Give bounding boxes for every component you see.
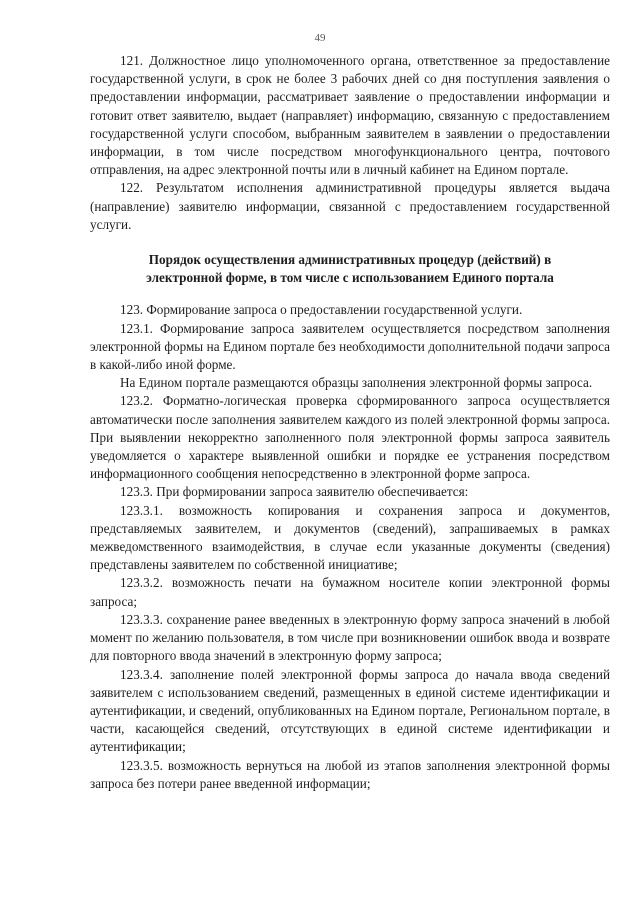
section-heading: [90, 251, 610, 287]
paragraph-123-3-1: 123.3.1. возможность копирования и сохранения запроса и документов, представляемых заявителем, и документов (сведений), запрашиваемых в рамках межведомственного взаимодействия, в случае если указанные документы (сведения) представлены заявителем по собственной инициативе;: [90, 502, 610, 573]
paragraph-121: 121. Должностное лицо уполномоченного органа, ответственное за предоставление государственной услуги, в срок не более 3 рабочих дней со дня поступления заявления о предоставлении информации, рассматривает заявление о предоставлении информации и готовит ответ заявителю, выдает (направляет) информацию, связанную с предоставлением государственной услуги способом, выбранным заявителем в заявлении о предоставлении информации, в том числе посредством многофункционального центра, почтового отправления, на адрес электронной почты или в личный кабинет на Едином портале.: [90, 53, 610, 178]
section-heading-line-1: Порядок осуществления административных процедур (действий) в: [148, 252, 552, 268]
paragraph-123-3-4: 123.3.4. заполнение полей электронной формы запроса до начала ввода сведений заявителем с использованием сведений, размещенных в единой системе идентификации и аутентификации, и сведений, опубликованных на Едином портале, Региональном портале, в части, касающейся сведений, отсутствующих в единой системе идентификации и аутентификации;: [90, 666, 610, 755]
paragraph-123: 123. Формирование запроса о предоставлении государственной услуги.: [120, 302, 523, 318]
paragraph-123-3: 123.3. При формировании запроса заявителю обеспечивается:: [120, 484, 469, 500]
paragraph-123-1: 123.1. Формирование запроса заявителем осуществляется посредством заполнения электронной формы на Едином портале без необходимости дополнительной подачи запроса в какой-либо иной форме.: [90, 320, 610, 373]
paragraph-123-2: 123.2. Форматно-логическая проверка сформированного запроса осуществляется автоматически после заполнения заявителем каждого из полей электронной формы запроса. При выявлении некорректно заполненного поля электронной формы запроса заявитель уведомляется о характере выявленной ошибки и порядке ее устранения посредством информационного сообщения непосредственно в электронной форме запроса.: [90, 393, 610, 482]
paragraph-123-1-samples: На Едином портале размещаются образцы заполнения электронной формы запроса.: [120, 375, 593, 391]
section-heading-line-2: электронной форме, в том числе с использованием Единого портала: [146, 270, 554, 286]
paragraph-123-3-5: 123.3.5. возможность вернуться на любой из этапов заполнения электронной формы запроса без потери ранее введенной информации;: [90, 757, 610, 791]
paragraph-123-3-2: 123.3.2. возможность печати на бумажном носителе копии электронной формы запроса;: [90, 575, 610, 609]
paragraph-123-3-3: 123.3.3. сохранение ранее введенных в электронную форму запроса значений в любой момент по желанию пользователя, в том числе при возникновении ошибок ввода и возврате для повторного ввода значений в электронную форму запроса;: [90, 611, 610, 664]
paragraph-122: 122. Результатом исполнения административной процедуры является выдача (направление) заявителю информации, связанной с предоставлением государственной услуги.: [90, 180, 610, 232]
document-body: [90, 52, 610, 793]
page-number: 49: [314, 32, 326, 44]
